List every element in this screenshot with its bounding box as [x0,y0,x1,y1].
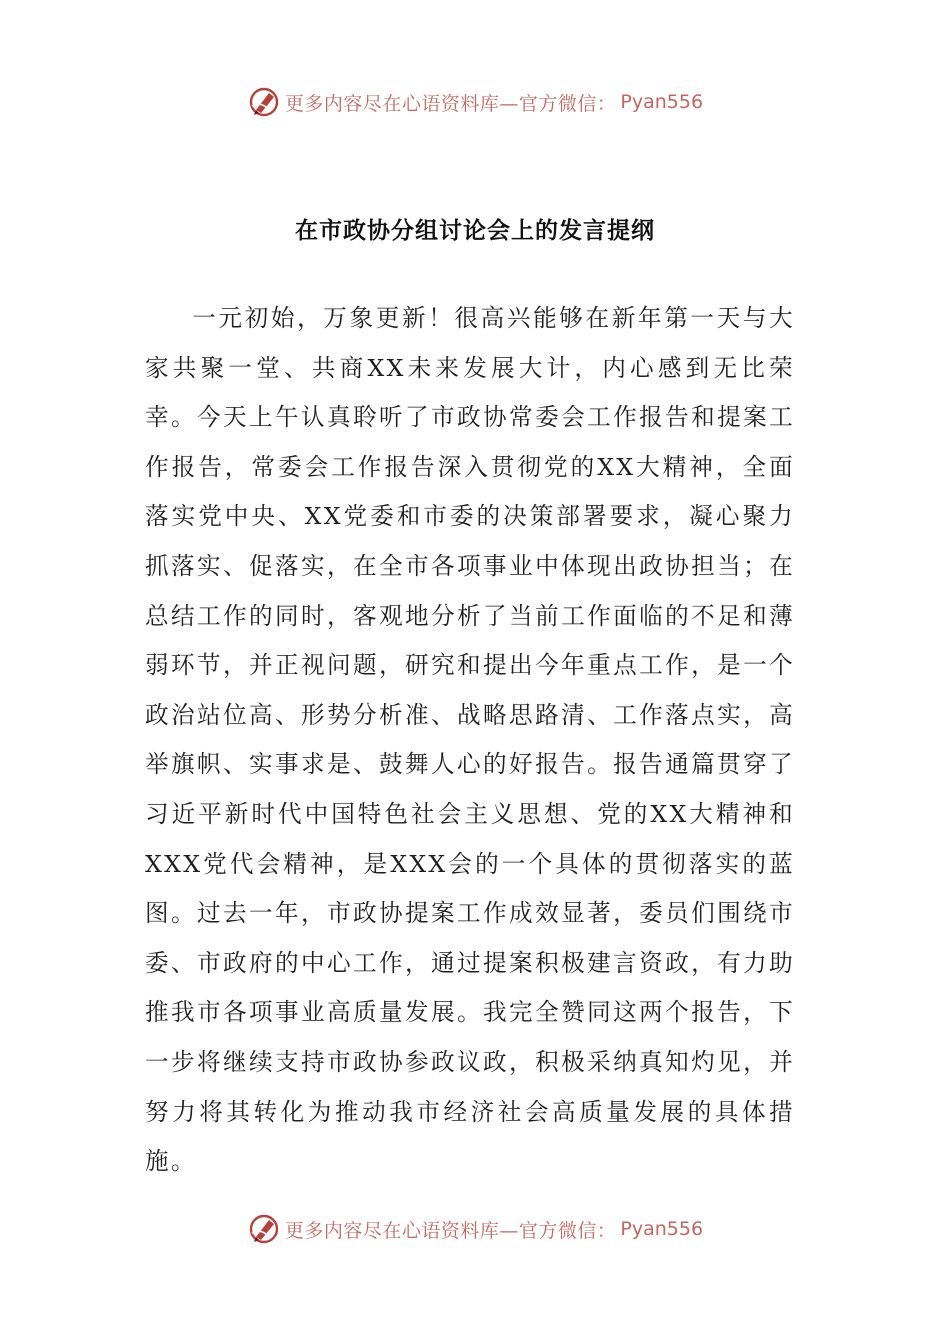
header-banner [0,82,950,122]
pen-logo-icon [247,1212,281,1246]
pen-logo-icon [247,85,281,119]
footer-banner-text: 更多内容尽在心语资料库—官方微信： [284,1219,617,1242]
document-title: 在市政协分组讨论会上的发言提纲 [295,217,655,244]
body-paragraph: 一元初始，万象更新！很高兴能够在新年第一天与大家共聚一堂、共商XX未来发展大计，内心感到无比荣幸。今天上午认真聆听了市政协常委会工作报告和提案工作报告，常委会工作报告深入贯彻党的XX大精神，全面落实党中央、XX党委和市委的决策部署要求，凝心聚力抓落实、促落实，在全市各项事业中体现出政协担当；在总结工作的同时，客观地分析了当前工作面临的不足和薄弱环节，并正视问题，研究和提出今年重点工作，是一个政治站位高、形势分析准、战略思路清、工作落点实，高举旗帜、实事求是、鼓舞人心的好报告。报告通篇贯穿了习近平新时代中国特色社会主义思想、党的XX大精神和XXX党代会精神，是XXX会的一个具体的贯彻落实的蓝图。过去一年，市政协提案工作成效显著，委员们围绕市委、市政府的中心工作，通过提案积极建言资政，有力助推我市各项事业高质量发展。我完全赞同这两个报告，下一步将继续支持市政协参政议政，积极采纳真知灼见，并努力将其转化为推动我市经济社会高质量发展的具体措施。 [145,304,795,1176]
header-banner-text: 更多内容尽在心语资料库—官方微信： [284,92,617,115]
header-wechat-id: Pyan556 [620,91,704,113]
footer-banner [0,1209,950,1249]
footer-wechat-id: Pyan556 [620,1218,704,1240]
